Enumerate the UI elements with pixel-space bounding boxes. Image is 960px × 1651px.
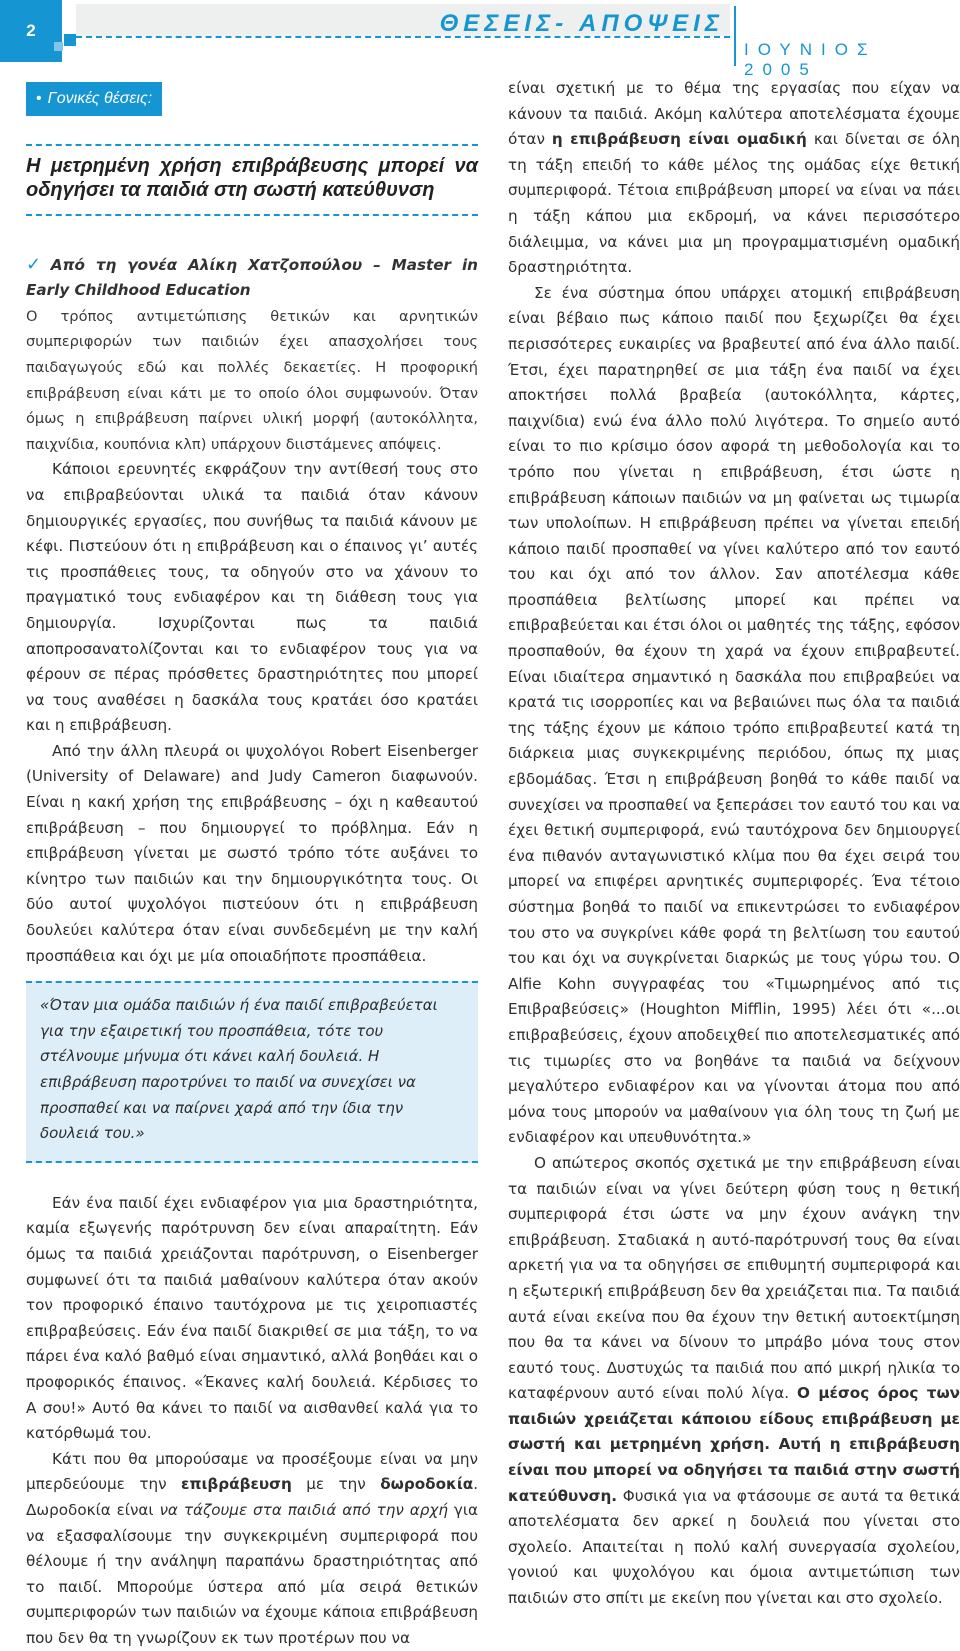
emphasis-promise: να τάζουμε στα παιδιά από την αρχή bbox=[159, 1500, 448, 1519]
intro-paragraph: Ο τρόπος αντιμετώπισης θετικών και αρνητικών συμπεριφορών των παιδιών έχει απασχολήσει τους παιδαγωγούς εδώ και πολλές δεκαετίες. Η προφορική επιβράβευση είναι κάτι με το οποίο όλοι συμφωνούν. Όταν όμως η επιβράβευση παίρνει υλική μορφή (αυτοκόλλητα, παιχνίδια, κουπόνια κλπ) υπάρχουν διιστάμενες απόψεις. bbox=[26, 307, 478, 453]
section-tag bbox=[26, 82, 162, 116]
author-text: Από τη γονέα Αλίκη Χατζοπούλου – Master in Early Childhood Education bbox=[26, 255, 478, 300]
header-decoration-small-square bbox=[54, 42, 63, 51]
text-run: Φυσικά για να φτάσουμε σε αυτά τα θετικά αποτελέσματα δεν αρκεί η δουλειά που γίνεται στο σχολείο. Απαιτείται η πολύ καλή συνεργασία σχολείου, γονιού και ψυχολόγου και όμοια αντιμετώπιση των παιδιών στο σπίτι με εκείνη που γίνεται και στο σχολείο. bbox=[508, 1486, 960, 1608]
issue-date: ΙΟΥΝΙΟΣ 2005 bbox=[744, 40, 877, 79]
text-run: Ο απώτερος σκοπός σχετικά με την επιβράβευση είναι τα παιδιών είναι να γίνει δεύτερη φύση τους η θετική συμπεριφορά έτσι ώστε να μην έχουν ανάγκη την επιβράβευση. Σταδιακά η αυτό-παρότρυνσή τους θα είναι αρκετή για να τα οδηγήσει σε επιθυμητή συμπεριφορά και η εξωτερική επιβράβευση δεν θα χρειάζεται πια. Τα παιδιά αυτά είναι εκείνα που θα έχουν την θετική αυτοεκτίμηση που θα τα κάνει να δίνουν το μπράβο μόνα τους στον εαυτό τους. Δυστυχώς τα παιδιά που από μικρή ηλικία το καταφέρνουν αυτό είναι πολύ λίγα. bbox=[508, 1153, 960, 1403]
emphasis-group-reward: η επιβράβευση είναι ομαδική bbox=[551, 130, 807, 149]
checkmark-icon: ✓ bbox=[26, 253, 47, 275]
body-paragraph bbox=[26, 1447, 478, 1651]
author-line bbox=[26, 252, 478, 304]
text-run: για να εξασφαλίσουμε την συγκεκριμένη συμπεριφορά που θέλουμε ή την ανάληψη παραπάνω δραστηριότητας από το παιδί. Μπορούμε ύστερα από μία σειρά θετικών συμπεριφορών των παιδιών να έχουμε κάποια επιβράβευση που δεν θα τη γνωρίζουν εκ των προτέρων που να bbox=[26, 1500, 479, 1647]
header-vertical-rule bbox=[734, 6, 736, 66]
section-tag-label: Γονικές θέσεις: bbox=[47, 90, 153, 107]
text-run: . Δωροδοκία είναι bbox=[26, 1475, 479, 1519]
right-column bbox=[508, 76, 960, 1612]
emphasis-reward: επιβράβευση bbox=[181, 1475, 292, 1494]
body-paragraph bbox=[508, 1151, 960, 1612]
pull-quote: «Όταν μια ομάδα παιδιών ή ένα παιδί επιβραβεύεται για την εξαιρετική του προσπάθεια, τότε του στέλνουμε μήνυμα ότι κάνει καλή δουλειά. Η επιβράβευση παροτρύνει το παιδί να συνεχίσει να προσπαθεί και να παίρνει χαρά από την ίδια την δουλειά του.» bbox=[26, 981, 478, 1163]
page-number: 2 bbox=[0, 0, 62, 62]
body-paragraph: Κάποιοι ερευνητές εκφράζουν την αντίθεσή τους στο να επιβραβεύονται υλικά τα παιδιά όταν κάνουν δημιουργικές εργασίες, που συνήθως τα παιδιά κάνουν με κέφι. Πιστεύουν ότι η επιβράβευση και ο έπαινος γι’ αυτές τις προσπάθειες τους, τα οδηγούν στο να χάνουν το πραγματικό τους ενδιαφέρον και τη διάθεση τους για δημιουργία. Ισχυρίζονται πως τα παιδιά αποπροσανατολίζονται και το ενδιαφέρον τους για να φέρουν σε πέρας πρόσθετες δραστηριότητες που μπορεί να τους αναθέσει η δασκάλα τους κρατάει όσο κρατάει και η επιβράβευση. bbox=[26, 460, 478, 735]
bullet-icon: • bbox=[36, 90, 42, 107]
left-column bbox=[26, 82, 478, 1651]
text-run: Κάτι που θα μπορούσαμε να προσέξουμε είναι να μην μπερδεύουμε την bbox=[26, 1449, 478, 1494]
emphasis-bribery: δωροδοκία bbox=[380, 1475, 474, 1494]
header-decoration-square bbox=[64, 34, 76, 46]
body-paragraph: Από την άλλη πλευρά οι ψυχολόγοι Robert Eisenberger (University of Delaware) and Judy Cameron διαφωνούν. Είναι η κακή χρήση της επιβράβευσης – όχι η καθεαυτού επιβράβευση – που δημιουργεί το πρόβλημα. Εάν η επιβράβευση γίνεται με σωστό τρόπο τότε αυξάνει το κίνητρο των παιδιών και την δημιουργικότητα τους. Οι δύο αυτοί ψυχολόγοι πιστεύουν ότι η επιβράβευση δουλεύει καλύτερα όταν είναι συνδεδεμένη με την καλή προσπάθεια και όχι με μία οποιαδήποτε προσπάθεια. bbox=[26, 741, 478, 965]
text-run: είναι σχετική με το θέμα της εργασίας που είχαν να κάνουν τα παιδιά. Ακόμη καλύτερα αποτελέσματα έχουμε όταν bbox=[508, 79, 960, 149]
emphasis-conclusion: Ο μέσος όρος των παιδιών χρειάζεται κάποιου είδους επιβράβευση με σωστή και μετρημένη χρήση. Αυτή η επιβράβευση είναι που μπορεί να οδηγήσει τα παιδιά στην σωστή κατεύθυνση. bbox=[508, 1384, 960, 1505]
body-paragraph: Σε ένα σύστημα όπου υπάρχει ατομική επιβράβευση είναι βέβαιο πως κάποιο παιδί που ξεχωρίζει θα έχει περισσότερες ευκαιρίες να βραβευτεί από ένα άλλο παιδί. Έτσι, έχει παρατηρηθεί σε μια τάξη ένα παιδί να έχει αποκτήσει πολλά βραβεία (αυτοκόλλητα, κάρτες, παιχνίδια) ενώ ένα άλλο πολύ λιγότερα. Το σημείο αυτό είναι το πιο κρίσιμο όσον αφορά τη μεθοδολογία και το τρόπο που γίνεται η επιβράβευση, έτσι ώστε η επιβράβευση κάποιων παιδιών να μη φαίνεται ως τιμωρία των υπολοίπων. Η επιβράβευση πρέπει να γίνεται επειδή κάποιο παιδί προσπαθεί να γίνει καλύτερο από τον εαυτό του και όχι από τον άλλον. Σαν αποτέλεσμα κάθε προσπάθεια βελτίωσης μπορεί και πρέπει να επιβραβεύεται και έτσι όλοι οι μαθητές της τάξης, εφόσον προσπαθούν, θα έχουν τη χαρά να έχουν επιβραβευτεί. Είναι ιδιαίτερα σημαντικό η δασκάλα που επιβραβεύει να κρατά τις ισορροπίες και να βεβαιώνει πως όλα τα παιδιά της τάξης έχουν με κάποιο τρόπο επιβραβευτεί κατά τη διάρκεια μιας συγκεκριμένης περιόδου, όπως πχ μιας εβδομάδας. Έτσι η επιβράβευση βοηθά το κάθε παιδί να συνεχίσει να προσπαθεί να ξεπεράσει τον εαυτό του και να έχει θετική συμπεριφορά, ενώ ταυτόχρονα δεν δημιουργεί ένα πιθανόν ανταγωνιστικό κλίμα που θα έχει σειρά του μπορεί να επιφέρει αρνητικές συμπεριφορές. Ένα τέτοιο σύστημα βοηθά το παιδί να επικεντρώσει το ενδιαφέρον του στο να συγκρίνει κάθε φορά τη βελτίωση του εαυτού του και όχι να συγκρίνεται διαρκώς με τους γύρω του. Ο Alfie Kohn συγγραφέας του «Τιμωρημένος από τις Επιβραβεύσεις» (Houghton Mifflin, 1995) λέει ότι «...οι επιβραβεύσεις, έχουν αποδειχθεί πιο αποτελεσματικές από τις τιμωρίες στο να βοηθάνε τα παιδιά να δείχνουν μεγαλύτερο ενδιαφέρον και να γίνονται άτομα που από μόνα τους μπορούν να μαθαίνουν για όλη τους τη ζωή με ενδιαφέρον και υπευθυνότητα.» bbox=[508, 283, 960, 1147]
text-run: με την bbox=[291, 1475, 381, 1494]
body-paragraph: Εάν ένα παιδί έχει ενδιαφέρον για μια δραστηριότητα, καμία εξωγενής παρότρυνση δεν είναι απαραίτητη. Εάν όμως τα παιδιά χρειάζονται παρότρυνση, ο Eisenberger συμφωνεί ότι τα παιδιά μαθαίνουν καλύτερα όταν ακούν τον προφορικό έπαινο ταυτόχρονα με τις χειροπιαστές επιβραβεύσεις. Εάν ένα παιδί διακριθεί σε μια τάξη, το να πάρει ένα καλό βαθμό είναι σημαντικό, αλλά βοηθάει και ο προφορικός έπαινος. «Έκανες καλή δουλειά. Κέρδισες το Α σου!» Αυτό θα κάνει το παιδί να αισθανθεί καλά για το κατόρθωμά του. bbox=[26, 1193, 478, 1443]
body-paragraph bbox=[508, 76, 960, 281]
article-headline: Η μετρημένη χρήση επιβράβευσης μπορεί να οδηγήσει τα παιδιά στη σωστή κατεύθυνση bbox=[26, 144, 478, 216]
text-run: και δίνεται σε όλη τη τάξη επειδή το κάθε μέλος της ομάδας είχε θετική συμπεριφορά. Τέτοια επιβράβευση μπορεί να είναι να πάει η τάξη κάπου μια εκδρομή, να κάνει περισσότερο διάλειμμα, να κάνει μια μη προγραμματισμένη ομαδική δραστηριότητα. bbox=[508, 130, 960, 277]
section-title: ΘΕΣΕΙΣ- ΑΠΟΨΕΙΣ bbox=[439, 10, 724, 37]
